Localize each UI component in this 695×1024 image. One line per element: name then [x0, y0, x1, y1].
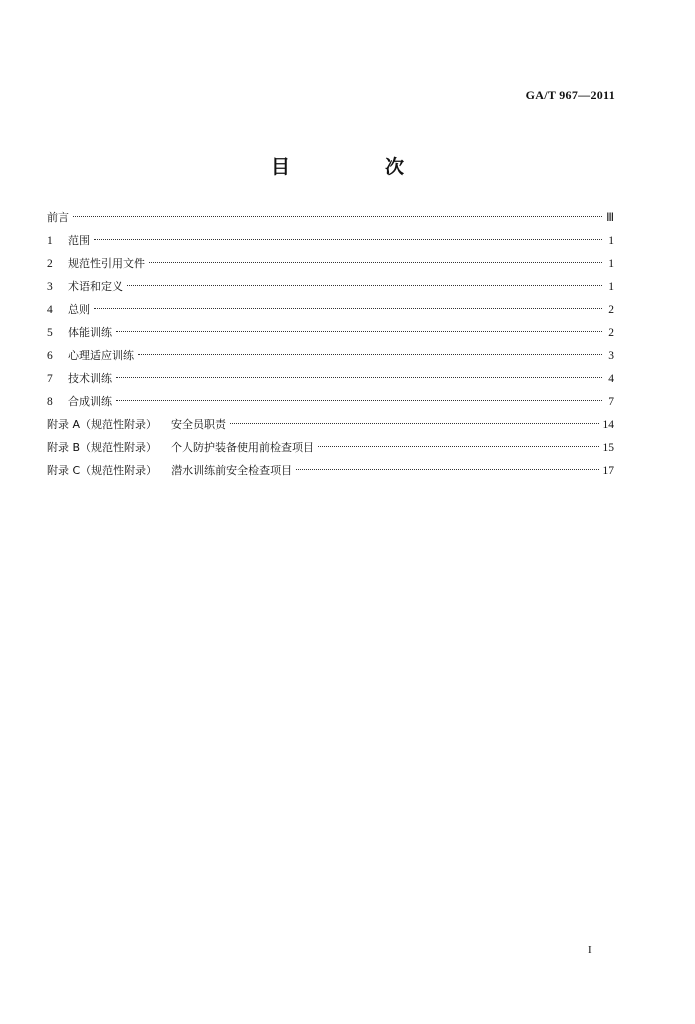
toc-entry[interactable]: [47, 229, 614, 252]
toc-entry-page: 15: [602, 442, 614, 454]
toc-leader-dots: [94, 239, 602, 240]
toc-entry-page: 2: [608, 304, 614, 316]
toc-entry-page: 1: [608, 235, 614, 247]
toc-entry-page: Ⅲ: [606, 212, 614, 224]
toc-entry-page: 4: [608, 373, 614, 385]
toc-entry[interactable]: [47, 206, 614, 229]
toc-leader-dots: [116, 331, 602, 332]
toc-entry[interactable]: [47, 390, 614, 413]
appendix-title: 安全员职责: [171, 418, 227, 431]
toc-title: 目 次: [270, 156, 442, 178]
toc-entry-page: 1: [608, 258, 614, 270]
appendix-title: 个人防护装备使用前检查项目: [171, 441, 315, 454]
toc-entry-number: 3: [47, 281, 53, 293]
toc-entry-number: 7: [47, 373, 53, 385]
toc-entry-number: 6: [47, 350, 53, 362]
toc-entry-label: 技术训练: [68, 372, 112, 385]
toc-entry-number: 4: [47, 304, 53, 316]
toc-entry-label: 规范性引用文件: [68, 257, 145, 270]
toc-entry-page: 14: [602, 419, 614, 431]
toc-entry-label: 合成训练: [68, 395, 112, 408]
toc-entry-label: 总则: [68, 303, 90, 316]
toc-entry[interactable]: [47, 275, 614, 298]
toc-leader-dots: [230, 423, 598, 424]
table-of-contents: [47, 206, 614, 482]
toc-leader-dots: [127, 285, 602, 286]
toc-entry[interactable]: [47, 252, 614, 275]
toc-entry[interactable]: [47, 367, 614, 390]
appendix-title: 潜水训练前安全检查项目: [171, 464, 293, 477]
toc-entry-page: 17: [602, 465, 614, 477]
toc-entry-page: 3: [608, 350, 614, 362]
toc-leader-dots: [318, 446, 598, 447]
toc-entry-label: 术语和定义: [68, 280, 123, 293]
document-code: GA/T 967—2011: [525, 88, 615, 102]
toc-entry-page: 7: [608, 396, 614, 408]
toc-entry-appendix[interactable]: [47, 459, 614, 482]
toc-entry-label: 前言: [47, 211, 69, 224]
toc-leader-dots: [94, 308, 602, 309]
toc-entry-label: 体能训练: [68, 326, 112, 339]
toc-entry-appendix[interactable]: [47, 413, 614, 436]
page-number: I: [588, 944, 592, 956]
toc-leader-dots: [296, 469, 598, 470]
toc-entry-appendix[interactable]: [47, 436, 614, 459]
toc-entry-label: 范围: [68, 234, 90, 247]
appendix-label: 附录 A（规范性附录）: [47, 418, 158, 431]
toc-entry-number: 8: [47, 396, 53, 408]
toc-leader-dots: [73, 216, 602, 217]
toc-entry-label: 心理适应训练: [68, 349, 134, 362]
toc-entry[interactable]: [47, 298, 614, 321]
toc-entry[interactable]: [47, 344, 614, 367]
toc-entry-page: 2: [608, 327, 614, 339]
toc-entry-page: 1: [608, 281, 614, 293]
appendix-label: 附录 B（规范性附录）: [47, 441, 158, 454]
appendix-label: 附录 C（规范性附录）: [47, 464, 158, 477]
toc-leader-dots: [149, 262, 602, 263]
toc-leader-dots: [138, 354, 602, 355]
toc-entry-number: 5: [47, 327, 53, 339]
toc-entry-number: 1: [47, 235, 53, 247]
toc-entry-number: 2: [47, 258, 53, 270]
toc-entry[interactable]: [47, 321, 614, 344]
toc-leader-dots: [116, 377, 602, 378]
toc-leader-dots: [116, 400, 602, 401]
